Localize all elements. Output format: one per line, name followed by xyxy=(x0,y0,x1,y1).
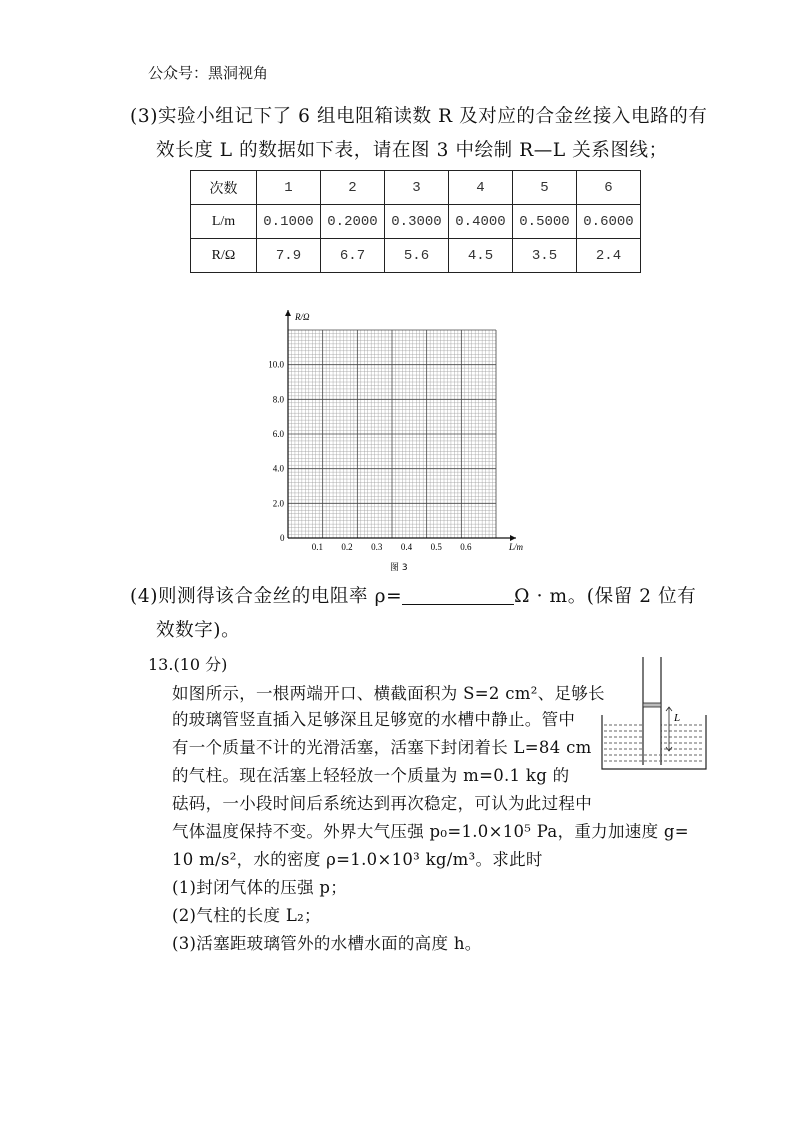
table-cell: 3 xyxy=(385,171,449,205)
table-row xyxy=(191,171,641,205)
question-4-suffix: Ω · m。(保留 2 位有 xyxy=(514,586,697,607)
table-cell: 2 xyxy=(321,171,385,205)
x-axis-arrow xyxy=(510,535,516,541)
length-label: L xyxy=(674,712,681,724)
question-4-line-2: 效数字)。 xyxy=(156,620,241,641)
watermark: 公众号：黑洞视角 xyxy=(148,64,269,82)
table-cell: 6 xyxy=(577,171,641,205)
x-tick-label: 0.1 xyxy=(311,542,323,552)
y-tick-label: 8.0 xyxy=(272,394,284,405)
table-cell: 0.4000 xyxy=(449,205,513,239)
table-cell: 4.5 xyxy=(449,239,513,273)
question-13-line: (1)封闭气体的压强 p； xyxy=(172,878,348,897)
table-cell: 0.3000 xyxy=(385,205,449,239)
question-13-line: 如图所示，一根两端开口、横截面积为 S=2 cm²、足够长 xyxy=(172,684,605,703)
y-axis-arrow xyxy=(285,310,291,316)
table-cell: 0.1000 xyxy=(257,205,321,239)
y-tick-label: 10.0 xyxy=(268,359,284,370)
y-tick-label: 2.0 xyxy=(272,498,284,509)
x-tick-label: 0.2 xyxy=(341,542,353,552)
table-cell: 0.2000 xyxy=(321,205,385,239)
piston xyxy=(643,703,661,707)
x-tick-label: 0.5 xyxy=(430,542,442,552)
y-tick-label: 4.0 xyxy=(272,463,284,474)
tube-in-tank-figure xyxy=(598,655,710,773)
table-row xyxy=(191,239,641,273)
x-tick-label: 0.3 xyxy=(371,542,383,552)
question-13-line: 的玻璃管竖直插入足够深且足够宽的水槽中静止。管中 xyxy=(172,710,576,729)
table-cell: 0.6000 xyxy=(577,205,641,239)
table-cell: 3.5 xyxy=(513,239,577,273)
table-cell: 次数 xyxy=(191,171,257,205)
question-13-line: 的气柱。现在活塞上轻轻放一个质量为 m=0.1 kg 的 xyxy=(172,766,570,785)
question-13-line: (3)活塞距玻璃管外的水槽水面的高度 h。 xyxy=(172,934,482,953)
x-tick-label: 0.4 xyxy=(400,542,413,552)
x-tick-label: 0.6 xyxy=(460,542,472,552)
question-4-prefix: (4)则测得该合金丝的电阻率 ρ= xyxy=(130,586,403,607)
question-13-line: 10 m/s²，水的密度 ρ=1.0×10³ kg/m³。求此时 xyxy=(172,850,543,869)
question-3-line-1: (3)实验小组记下了 6 组电阻箱读数 R 及对应的合金丝接入电路的有 xyxy=(130,106,708,127)
table-row xyxy=(191,205,641,239)
table-cell: 7.9 xyxy=(257,239,321,273)
table-cell: L/m xyxy=(191,205,257,239)
answer-blank[interactable] xyxy=(402,586,514,605)
table-cell: 0.5000 xyxy=(513,205,577,239)
table-cell: 5 xyxy=(513,171,577,205)
y-axis-label: R/Ω xyxy=(295,312,310,322)
question-3-line-2: 效长度 L 的数据如下表，请在图 3 中绘制 R—L 关系图线； xyxy=(156,140,668,161)
question-4-line-1 xyxy=(130,582,696,608)
table-cell: 1 xyxy=(257,171,321,205)
figure-caption: 图 3 xyxy=(390,563,408,573)
x-axis-label: L/m xyxy=(509,542,524,552)
question-13-line: 砝码，一小段时间后系统达到再次稳定，可认为此过程中 xyxy=(172,794,592,813)
question-13-number: 13.(10 分) xyxy=(148,655,228,674)
y-tick-label: 6.0 xyxy=(272,429,284,439)
table-cell: 5.6 xyxy=(385,239,449,273)
table-cell: 6.7 xyxy=(321,239,385,273)
table-cell: 4 xyxy=(449,171,513,205)
table-cell: R/Ω xyxy=(191,239,257,273)
data-table xyxy=(190,170,641,273)
origin-label: 0 xyxy=(280,533,285,543)
r-l-graph xyxy=(250,306,540,578)
question-13-line: 气体温度保持不变。外界大气压强 p₀=1.0×10⁵ Pa，重力加速度 g= xyxy=(172,822,689,841)
table-cell: 2.4 xyxy=(577,239,641,273)
question-13-line: 有一个质量不计的光滑活塞，活塞下封闭着长 L=84 cm xyxy=(172,738,592,757)
question-13-line: (2)气柱的长度 L₂； xyxy=(172,906,321,925)
